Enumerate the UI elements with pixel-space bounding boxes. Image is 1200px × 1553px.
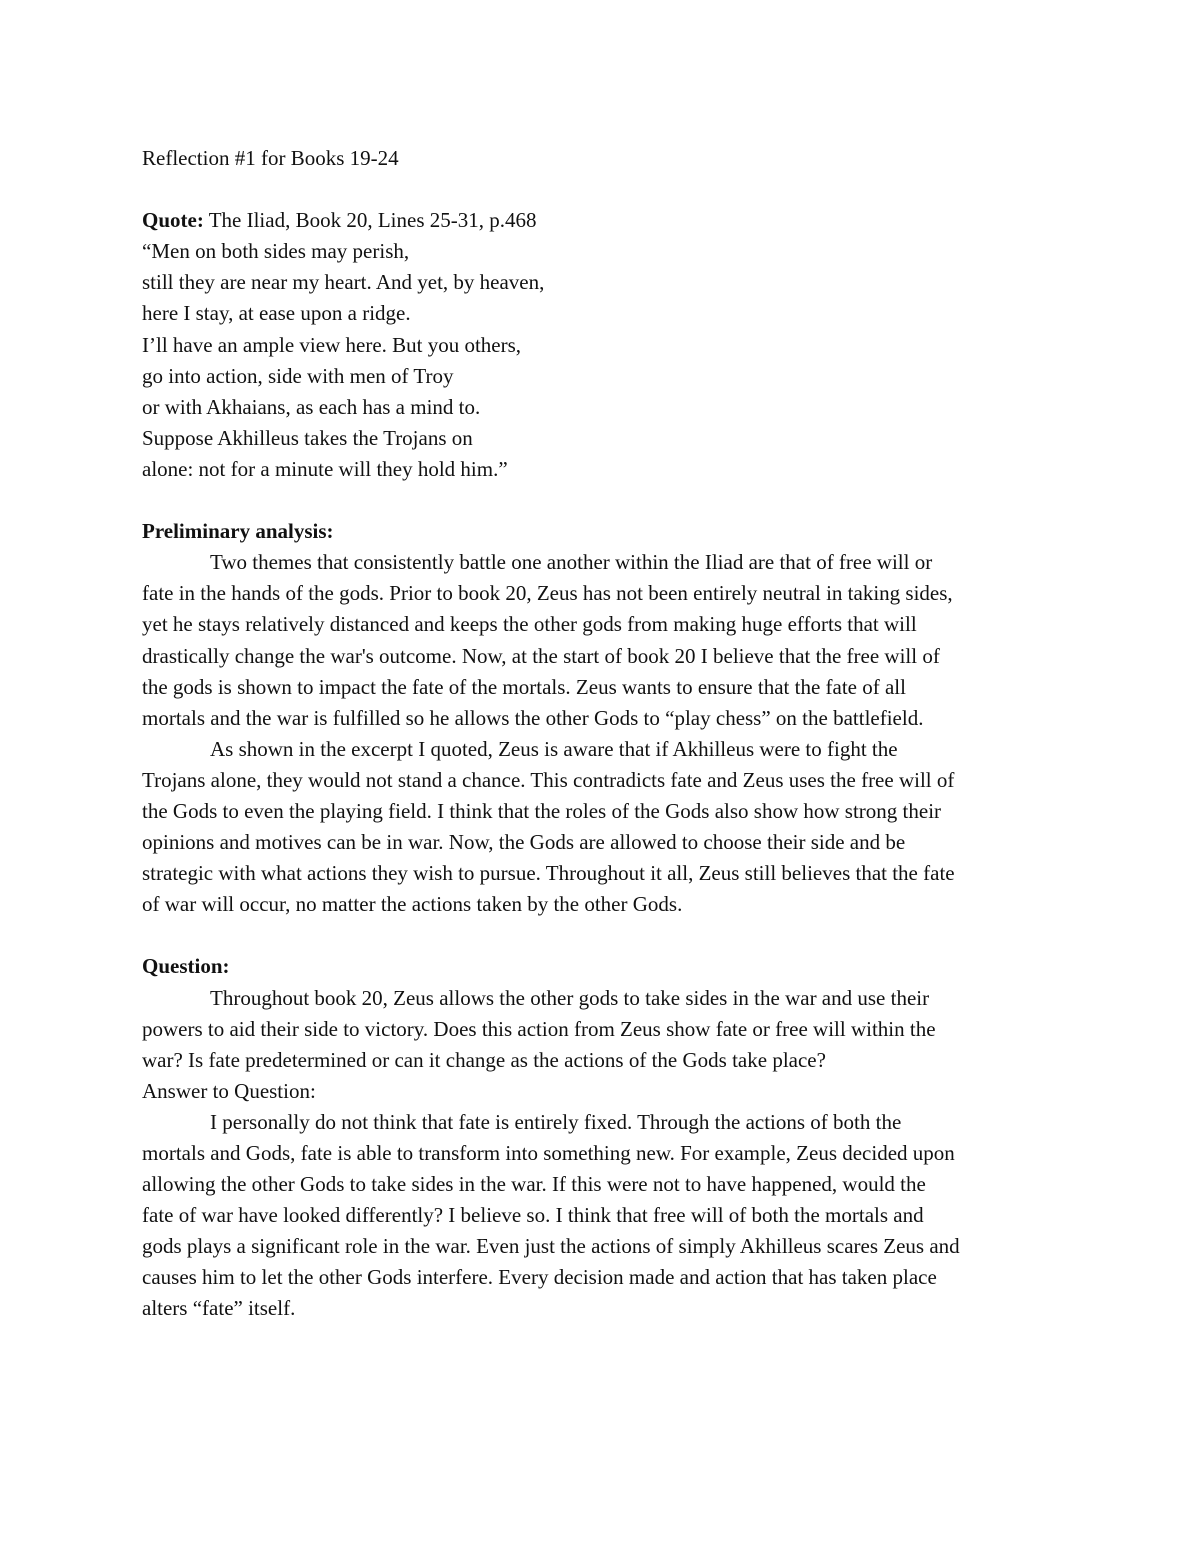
answer-line: fate of war have looked differently? I believe so. I think that free will of both the mortals and	[142, 1203, 924, 1228]
answer-line: alters “fate” itself.	[142, 1296, 296, 1321]
quote-line: Suppose Akhilleus takes the Trojans on	[142, 425, 473, 450]
question-line: Throughout book 20, Zeus allows the other gods to take sides in the war and use their	[210, 985, 930, 1010]
analysis-paragraph-line: the gods is shown to impact the fate of the mortals. Zeus wants to ensure that the fate of all	[142, 674, 906, 699]
analysis-paragraph-line: opinions and motives can be in war. Now, the Gods are allowed to choose their side and be	[142, 830, 906, 855]
quote-citation-line	[142, 205, 1082, 236]
quote-line: “Men on both sides may perish,	[142, 239, 410, 264]
answer-line: causes him to let the other Gods interfere. Every decision made and action that has taken place	[142, 1265, 937, 1290]
question-heading: Question:	[142, 954, 230, 979]
quote-citation: The Iliad, Book 20, Lines 25-31, p.468	[203, 208, 537, 233]
question-line: powers to aid their side to victory. Does this action from Zeus show fate or free will within the	[142, 1016, 936, 1041]
analysis-paragraph-line: mortals and the war is fulfilled so he allows the other Gods to “play chess” on the battlefield.	[142, 705, 924, 730]
spacer	[142, 174, 1082, 205]
document-title: Reflection #1 for Books 19-24	[142, 146, 399, 170]
answer-line: gods plays a significant role in the war. Even just the actions of simply Akhilleus scares Zeus and	[142, 1234, 960, 1259]
analysis-paragraph-line: drastically change the war's outcome. Now, at the start of book 20 I believe that the free will of	[142, 643, 940, 668]
analysis-paragraph-line: fate in the hands of the gods. Prior to book 20, Zeus has not been entirely neutral in taking sides,	[142, 581, 953, 606]
analysis-heading: Preliminary analysis:	[142, 519, 334, 544]
question-line: war? Is fate predetermined or can it change as the actions of the Gods take place?	[142, 1047, 826, 1072]
analysis-paragraph-line: strategic with what actions they wish to pursue. Throughout it all, Zeus still believes that the fate	[142, 861, 955, 886]
analysis-paragraph-line: Trojans alone, they would not stand a chance. This contradicts fate and Zeus uses the free will of	[142, 767, 955, 792]
analysis-paragraph-line: Two themes that consistently battle one another within the Iliad are that of free will or	[210, 550, 933, 575]
analysis-paragraph-line: yet he stays relatively distanced and keeps the other gods from making huge efforts that will	[142, 612, 917, 637]
quote-line: still they are near my heart. And yet, by heaven,	[142, 270, 545, 295]
document-page	[142, 143, 1082, 1325]
analysis-paragraph-line: of war will occur, no matter the actions taken by the other Gods.	[142, 892, 683, 917]
analysis-paragraph-line: the Gods to even the playing field. I think that the roles of the Gods also show how strong their	[142, 798, 942, 823]
quote-line: or with Akhaians, as each has a mind to.	[142, 394, 481, 419]
quote-line: alone: not for a minute will they hold him.”	[142, 456, 508, 481]
quote-line: I’ll have an ample view here. But you others,	[142, 332, 522, 357]
spacer	[142, 920, 1082, 951]
answer-line: allowing the other Gods to take sides in the war. If this were not to have happened, would the	[142, 1172, 926, 1197]
quote-line: here I stay, at ease upon a ridge.	[142, 301, 411, 326]
quote-line: go into action, side with men of Troy	[142, 363, 454, 388]
quote-label: Quote:	[142, 208, 204, 233]
spacer	[142, 485, 1082, 516]
answer-line: mortals and Gods, fate is able to transform into something new. For example, Zeus decided upon	[142, 1141, 955, 1165]
answer-heading: Answer to Question:	[142, 1078, 316, 1103]
analysis-paragraph-line: As shown in the excerpt I quoted, Zeus is aware that if Akhilleus were to fight the	[210, 736, 898, 761]
answer-line: I personally do not think that fate is entirely fixed. Through the actions of both the	[210, 1109, 902, 1134]
